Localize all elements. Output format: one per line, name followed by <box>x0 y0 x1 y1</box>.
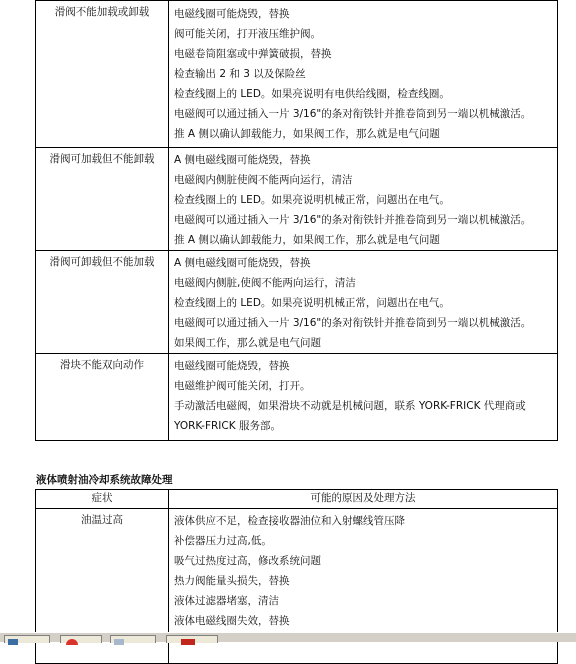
cause-line: 电磁阀可以通过插入一片 3/16"的条对衔铁针并推卷筒到另一端以机械激活。 <box>174 214 532 226</box>
taskbar-window-button[interactable] <box>60 635 102 643</box>
cause-line: A 侧电磁线圈可能烧毁，替换 <box>174 154 311 166</box>
symptom-cell: 油温过高 <box>36 509 169 664</box>
table-header-row <box>36 490 558 509</box>
cause-line: 检查输出 2 和 3 以及保险丝 <box>174 68 306 80</box>
cause-line: 液体供应不足，检查接收器油位和入射螺线管压降 <box>174 515 405 527</box>
cause-line: 检查线圈上的 LED。如果亮说明机械正常，问题出在电气。 <box>174 297 450 309</box>
section-title: 液体喷射油冷却系统故障处理 <box>36 474 173 486</box>
cause-line: 推 A 侧以确认卸载能力，如果阀工作，那么就是电气问题 <box>174 128 440 140</box>
causes-cell <box>169 251 558 354</box>
cause-line: 热力阀能量头损失，替换 <box>174 575 290 587</box>
cause-line: 检查线圈上的 LED。如果亮说明有电供给线圈，检查线圈。 <box>174 88 450 100</box>
cause-line: YORK-FRICK 服务部。 <box>174 420 281 432</box>
cause-line: 电磁维护阀可能关闭，打开。 <box>174 380 311 392</box>
slide-valve-troubleshooting-table <box>35 0 558 441</box>
causes-cell <box>169 148 558 251</box>
cause-line: 电磁阀可以通过插入一片 3/16"的条对衔铁针并推卷筒到另一端以机械激活。 <box>174 108 532 120</box>
cause-line: 推 A 侧以确认卸载能力，如果阀工作，那么就是电气问题 <box>174 234 440 246</box>
cause-line: 吸气过热度过高，修改系统问题 <box>174 555 321 567</box>
cause-line: 液体过滤器堵塞，清洁 <box>174 595 279 607</box>
symptom-cell: 滑块不能双向动作 <box>36 354 169 441</box>
table-row <box>36 148 558 251</box>
cause-line: 电磁卷筒阻塞或中弹簧破损，替换 <box>174 48 332 60</box>
symptom-cell: 滑阀可卸载但不能加载 <box>36 251 169 354</box>
cause-line: 电磁阀内侧脏,使阀不能两向运行，清洁 <box>174 277 356 289</box>
table-row <box>36 1 558 148</box>
cause-line: 电磁线圈可能烧毁，替换 <box>174 360 290 372</box>
cause-line: 电磁线圈可能烧毁，替换 <box>174 8 290 20</box>
taskbar-window-button[interactable] <box>166 635 218 643</box>
cause-line: 液体电磁线圈失效，替换 <box>174 615 290 627</box>
column-header-symptom: 症状 <box>36 490 169 509</box>
cause-line: 如果阀工作，那么就是电气问题 <box>174 337 321 349</box>
table-row <box>36 354 558 441</box>
app-icon <box>114 639 124 645</box>
cause-line: 手动激活电磁阀，如果滑块不动就是机械问题，联系 YORK-FRICK 代理商或 <box>174 400 526 412</box>
symptom-cell: 滑阀可加载但不能卸载 <box>36 148 169 251</box>
table-row <box>36 251 558 354</box>
app-icon <box>66 639 78 645</box>
cause-line: A 侧电磁线圈可能烧毁，替换 <box>174 257 311 269</box>
cause-line: 电磁阀内侧脏使阀不能两向运行，清洁 <box>174 174 353 186</box>
cause-line: 检查线圈上的 LED。如果亮说明机械正常，问题出在电气。 <box>174 194 450 206</box>
app-icon <box>8 639 18 645</box>
column-header-causes: 可能的原因及处理方法 <box>169 490 558 509</box>
taskbar-window-button[interactable] <box>110 635 156 643</box>
cause-line: 电磁阀可以通过插入一片 3/16"的条对衔铁针并推卷筒到另一端以机械激活。 <box>174 317 532 329</box>
symptom-cell: 滑阀不能加载或卸载 <box>36 1 169 148</box>
causes-cell <box>169 1 558 148</box>
causes-cell <box>169 354 558 441</box>
taskbar-window-button[interactable] <box>4 635 50 643</box>
app-icon <box>181 639 195 645</box>
cause-line: 补偿器压力过高,低。 <box>174 535 272 547</box>
cause-line: 阀可能关闭，打开液压维护阀。 <box>174 28 321 40</box>
